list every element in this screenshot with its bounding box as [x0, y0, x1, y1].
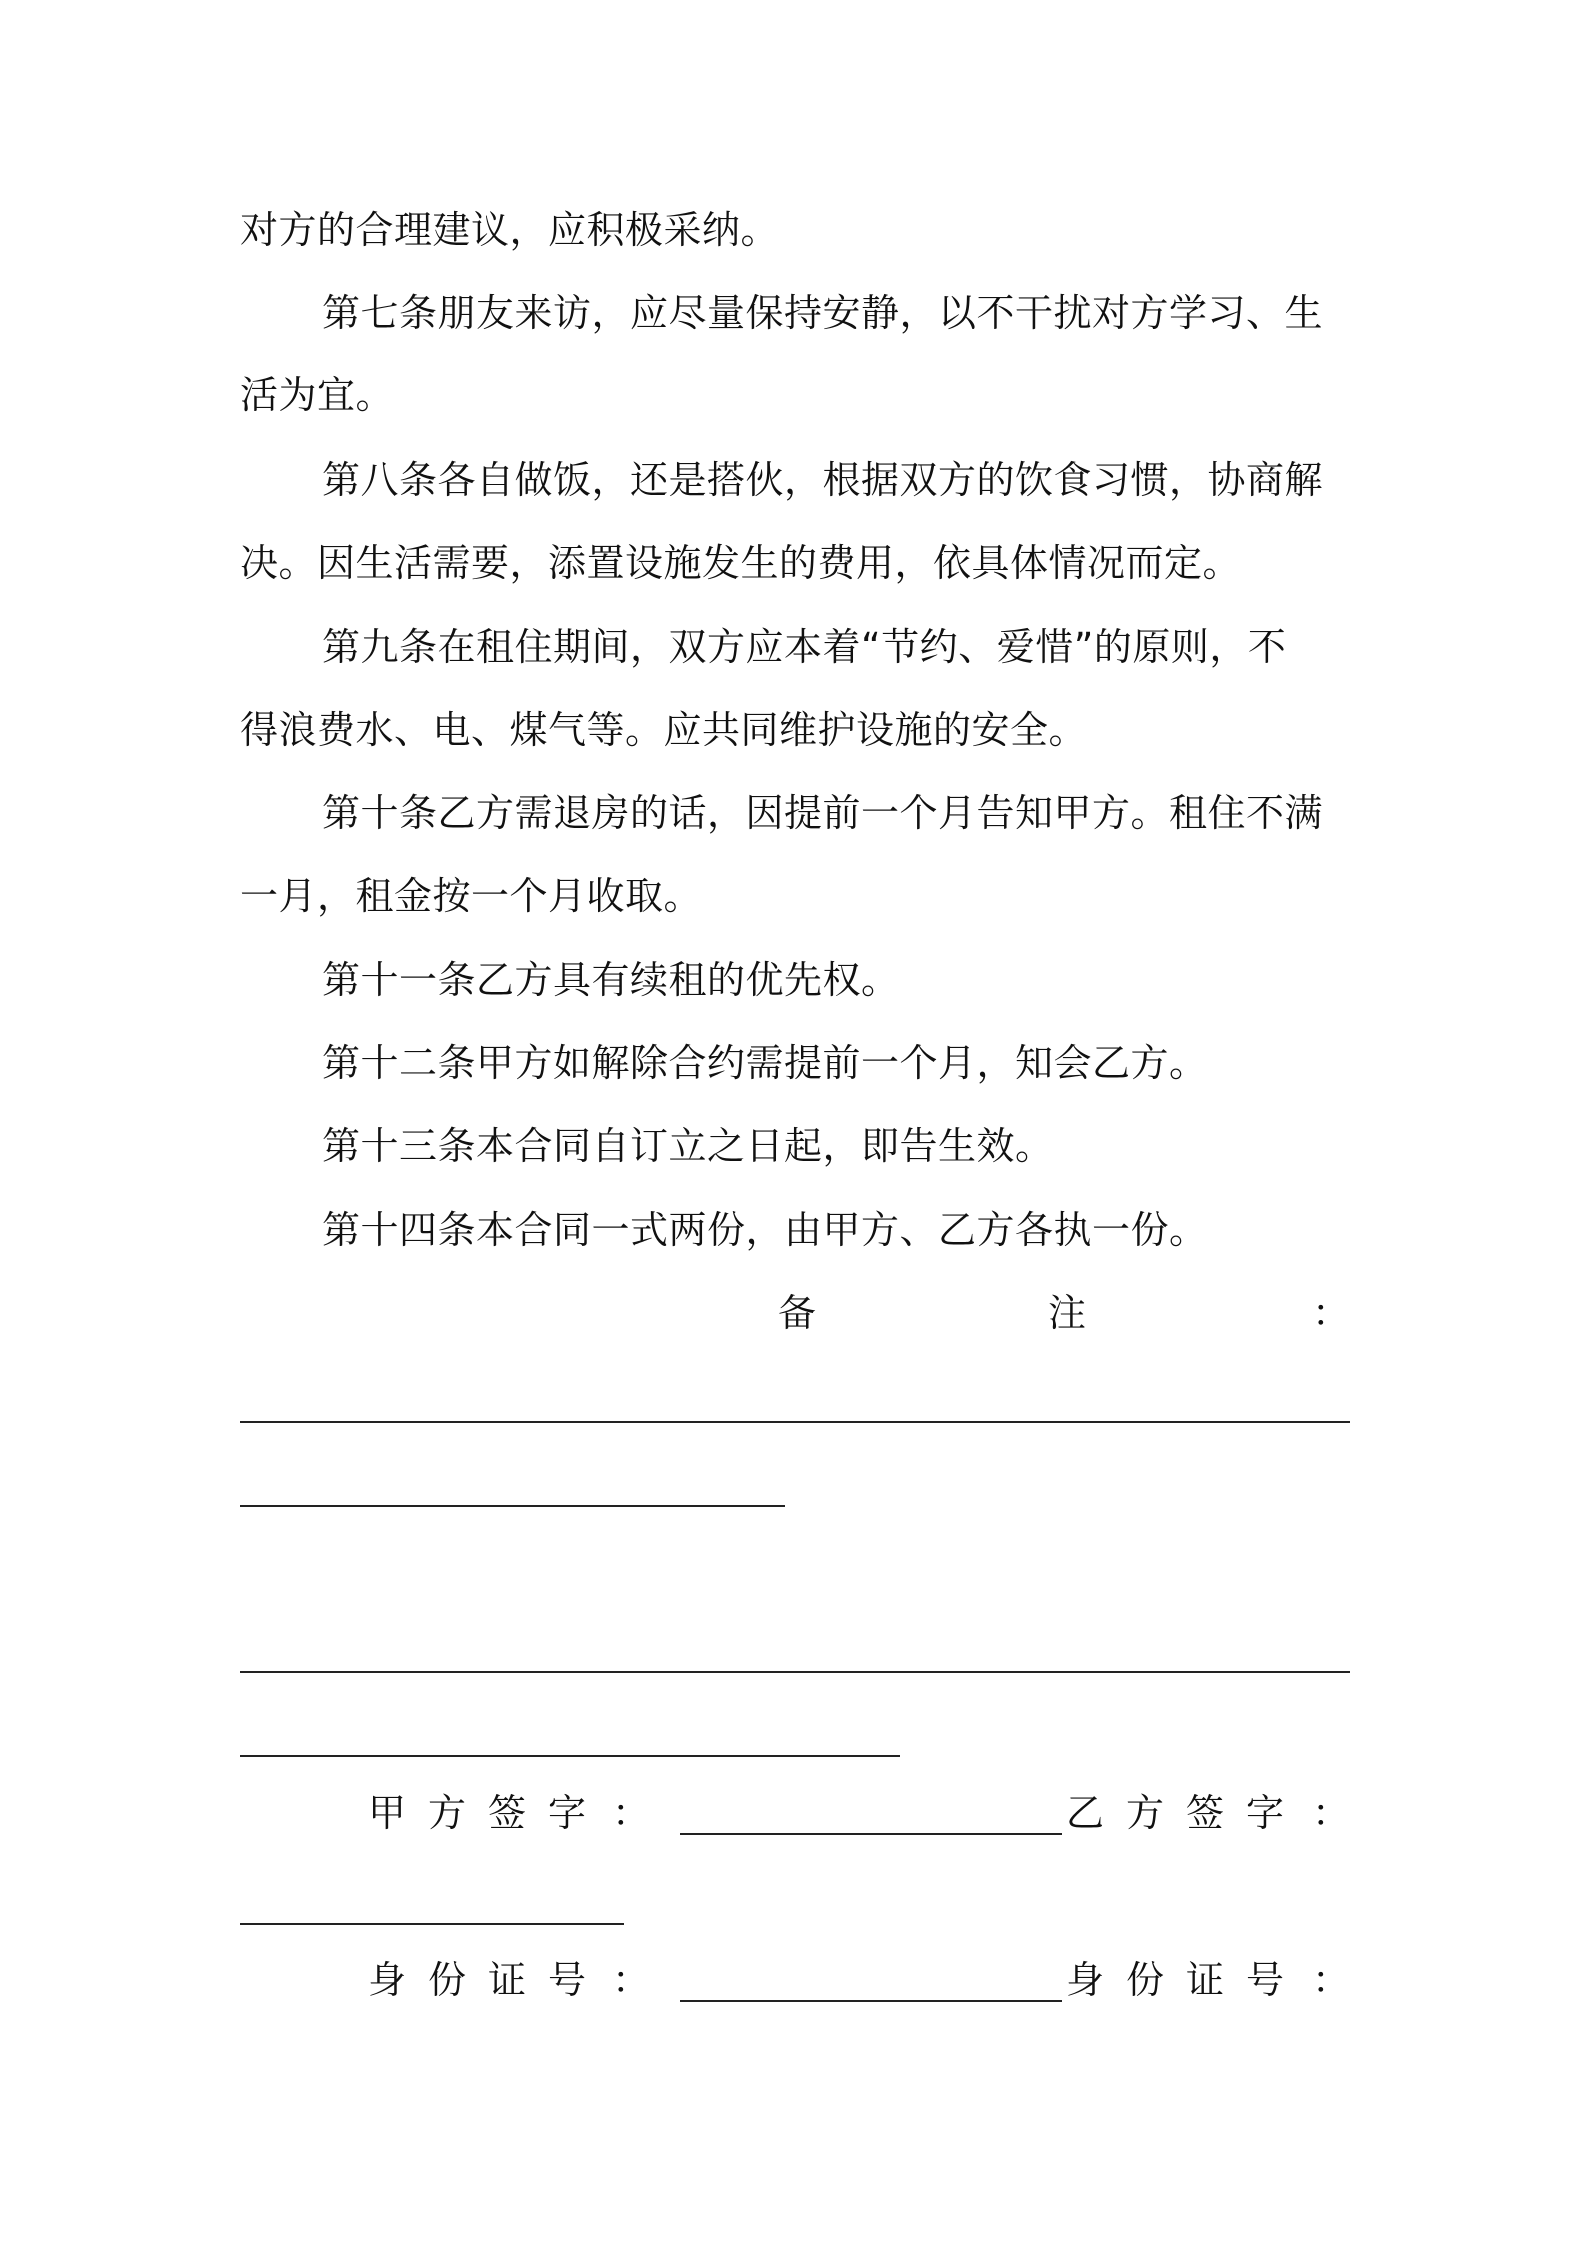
remarks-heading — [0, 1288, 1586, 1338]
clause-7-line-2: 活为宜。 — [240, 373, 395, 417]
clause-7-line-1: 第七条朋友来访，应尽量保持安静，以不干扰对方学习、生 — [322, 291, 1324, 335]
clause-13: 第十三条本合同自订立之日起，即告生效。 — [322, 1124, 1054, 1168]
remark-blank-line-2 — [240, 1505, 785, 1507]
remarks-char-2: 注 — [1048, 1291, 1087, 1335]
party-b-signature-blank — [240, 1923, 624, 1925]
party-a-id-label: 身份证号 — [368, 1958, 609, 2002]
clause-11: 第十一条乙方具有续租的优先权。 — [322, 958, 900, 1002]
clause-10-line-1: 第十条乙方需退房的话，因提前一个月告知甲方。租住不满 — [322, 791, 1324, 835]
party-b-signature-colon: ： — [1312, 1791, 1351, 1835]
party-a-id-colon: ： — [612, 1958, 651, 2002]
remarks-colon: ： — [1312, 1291, 1351, 1335]
remark-blank-line-1 — [240, 1421, 1350, 1423]
clause-8-line-2: 决。因生活需要，添置设施发生的费用，依具体情况而定。 — [240, 541, 1242, 585]
clause-9-line-1: 第九条在租住期间，双方应本着“节约、爱惜”的原则，不 — [322, 625, 1287, 669]
party-a-signature-label: 甲方签字 — [368, 1791, 609, 1835]
remark-blank-line-4 — [240, 1755, 900, 1757]
remark-blank-line-3 — [240, 1671, 1350, 1673]
party-a-signature-colon: ： — [612, 1791, 651, 1835]
clause-6-tail: 对方的合理建议，应积极采纳。 — [240, 208, 780, 252]
party-a-id-blank — [680, 2000, 1062, 2002]
clause-9-line-2: 得浪费水、电、煤气等。应共同维护设施的安全。 — [240, 708, 1088, 752]
party-a-signature-blank — [680, 1833, 1062, 1835]
party-b-id-label: 身份证号 — [1066, 1958, 1307, 2002]
clause-14: 第十四条本合同一式两份，由甲方、乙方各执一份。 — [322, 1208, 1208, 1252]
party-b-signature-label: 乙方签字 — [1066, 1791, 1307, 1835]
clause-12: 第十二条甲方如解除合约需提前一个月，知会乙方。 — [322, 1041, 1208, 1085]
party-b-id-colon: ： — [1312, 1958, 1351, 2002]
clause-8-line-1: 第八条各自做饭，还是搭伙，根据双方的饮食习惯，协商解 — [322, 458, 1324, 502]
remarks-char-1: 备 — [778, 1291, 817, 1335]
clause-10-line-2: 一月，租金按一个月收取。 — [240, 874, 703, 918]
